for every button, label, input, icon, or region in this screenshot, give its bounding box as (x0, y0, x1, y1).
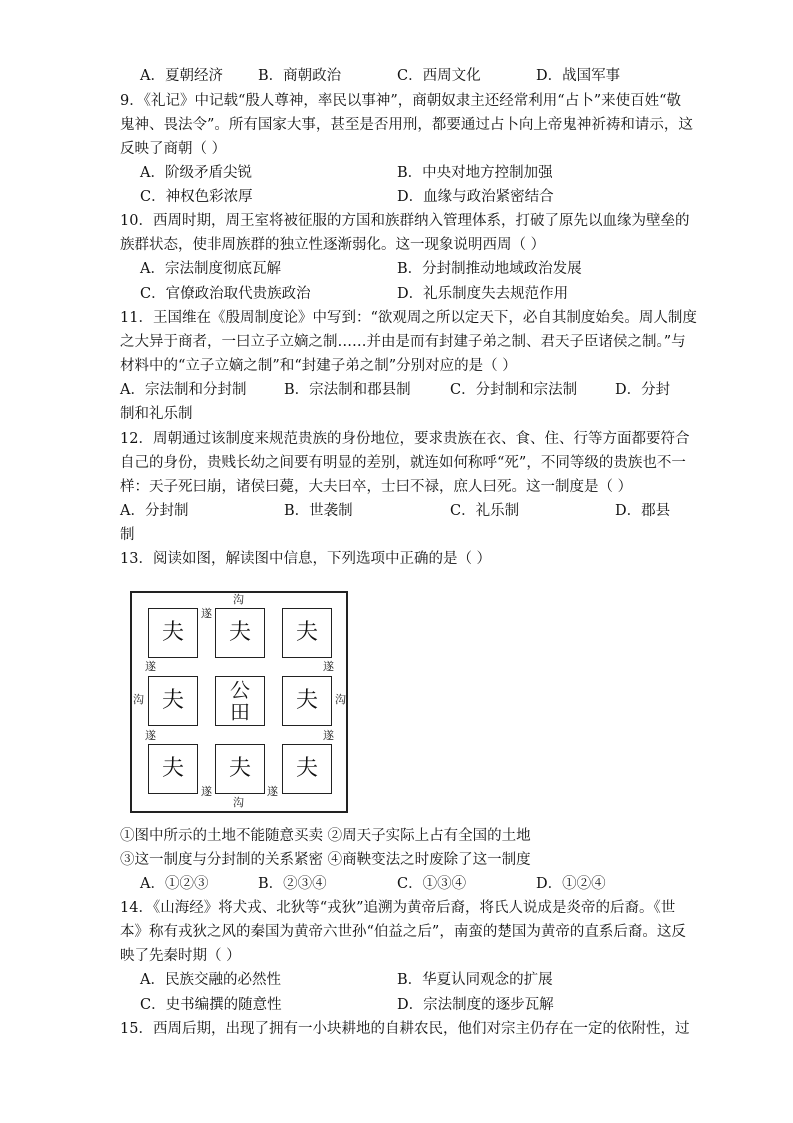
q12-option-d-wrap[interactable]: 制 (120, 527, 135, 543)
private-field-cell: 夫 (282, 744, 332, 794)
q10-option-c[interactable]: C．官僚政治取代贵族政治 (140, 286, 311, 302)
q9-option-b[interactable]: B．中央对地方控制加强 (397, 165, 553, 181)
q14-option-c[interactable]: C．史书编撰的随意性 (140, 997, 282, 1013)
q11-option-b[interactable]: B．宗法制和郡县制 (284, 382, 411, 398)
q12-stem-line-2: 自己的身份，贵贱长幼之间要有明显的差别，就连如何称呼“死”，不同等级的贵族也不一 (120, 455, 686, 471)
ditch-label-left: 沟 (133, 693, 144, 706)
q9-option-a[interactable]: A．阶级矛盾尖锐 (140, 165, 252, 181)
q14-option-b[interactable]: B．华夏认同观念的扩展 (397, 972, 553, 988)
q8-option-a[interactable]: A．夏朝经济 (140, 68, 223, 84)
q13-option-a[interactable]: A．①②③ (140, 876, 209, 892)
q10-stem-line-2: 族群状态，使非周族群的独立性逐渐弱化。这一现象说明西周（ ） (120, 237, 546, 253)
q9-option-d[interactable]: D．血缘与政治紧密结合 (397, 189, 554, 205)
q12-stem-line-3: 样：天子死曰崩，诸侯曰薨，大夫曰卒，士曰不禄，庶人曰死。这一制度是（ ） (120, 479, 633, 495)
private-field-cell: 夫 (148, 608, 198, 658)
q10-option-a[interactable]: A．宗法制度彻底瓦解 (140, 261, 281, 277)
q14-option-a[interactable]: A．民族交融的必然性 (140, 972, 281, 988)
q14-stem-line-3: 映了先秦时期（ ） (120, 948, 241, 964)
q10-stem-line-1: 10．西周时期，周王室将被征服的方国和族群纳入管理体系，打破了原先以血缘为壁垒的 (120, 213, 690, 229)
q11-option-c[interactable]: C．分封制和宗法制 (450, 382, 578, 398)
well-field-diagram (130, 591, 348, 813)
private-field-cell: 夫 (215, 744, 265, 794)
q9-option-c[interactable]: C．神权色彩浓厚 (140, 189, 253, 205)
ditch-label-right: 沟 (335, 693, 346, 706)
q13-option-c[interactable]: C．①③④ (397, 876, 467, 892)
q9-stem-line-3: 反映了商朝（ ） (120, 141, 227, 157)
private-field-cell: 夫 (148, 676, 198, 726)
q14-stem-line-2: 本》称有戎狄之风的秦国为黄帝六世孙“伯益之后”，南蛮的楚国为黄帝的直系后裔。这反 (120, 924, 686, 940)
canal-label: 遂 (201, 607, 212, 620)
q15-stem-line-1: 15．西周后期，出现了拥有一小块耕地的自耕农民，他们对宗主仍存在一定的依附性，过 (120, 1021, 690, 1037)
q14-stem-line-1: 14．《山海经》将犬戎、北狄等“戎狄”追溯为黄帝后裔，将氏人说成是炎帝的后裔。《世 (120, 900, 676, 916)
q12-option-a[interactable]: A．分封制 (120, 503, 189, 519)
q12-option-c[interactable]: C．礼乐制 (450, 503, 520, 519)
q9-stem-line-1: 9．《礼记》中记载“殷人尊神，率民以事神”，商朝奴隶主还经常利用“占卜”来使百姓“敬 (120, 93, 682, 109)
q14-option-d[interactable]: D．宗法制度的逐步瓦解 (397, 997, 554, 1013)
q8-option-b[interactable]: B．商朝政治 (258, 68, 342, 84)
public-field-char-2: 田 (230, 700, 250, 724)
q8-option-c[interactable]: C．西周文化 (397, 68, 481, 84)
q11-stem-line-2: 之大异于商者，一曰立子立嫡之制……并由是而有封建子弟之制、君天子臣诸侯之制。”与 (120, 334, 686, 350)
public-field-char-1: 公 (230, 678, 250, 702)
q12-option-b[interactable]: B．世袭制 (284, 503, 353, 519)
q9-stem-line-2: 鬼神、畏法令”。所有国家大事，甚至是否用刑，都要通过占卜向上帝鬼神祈祷和请示，这 (120, 117, 693, 133)
q11-option-a[interactable]: A．宗法制和分封制 (120, 382, 247, 398)
canal-label: 遂 (201, 785, 212, 798)
q11-option-d[interactable]: D．分封 (615, 382, 671, 398)
q10-option-b[interactable]: B．分封制推动地域政治发展 (397, 261, 582, 277)
private-field-cell: 夫 (282, 676, 332, 726)
canal-label: 遂 (267, 785, 278, 798)
q12-option-d[interactable]: D．郡县 (615, 503, 671, 519)
canal-label: 遂 (145, 729, 156, 742)
ditch-label-bottom: 沟 (233, 796, 244, 809)
q13-option-b[interactable]: B．②③④ (258, 876, 327, 892)
q11-stem-line-3: 材料中的“立子立嫡之制”和“封建子弟之制”分别对应的是（ ） (120, 358, 517, 374)
canal-label: 遂 (145, 660, 156, 673)
q13-stem: 13．阅读如图，解读图中信息，下列选项中正确的是（ ） (120, 551, 492, 567)
q13-statements-1: ①图中所示的土地不能随意买卖 ②周天子实际上占有全国的土地 (120, 828, 531, 844)
private-field-cell: 夫 (215, 608, 265, 658)
q13-statements-2: ③这一制度与分封制的关系紧密 ④商鞅变法之时废除了这一制度 (120, 852, 531, 868)
q11-stem-line-1: 11．王国维在《殷周制度论》中写到：“欲观周之所以定天下，必自其制度始矣。周人制度 (120, 310, 697, 326)
q13-option-d[interactable]: D．①②④ (536, 876, 606, 892)
public-field-cell (215, 676, 265, 726)
q8-option-d[interactable]: D．战国军事 (536, 68, 621, 84)
canal-label: 遂 (323, 660, 334, 673)
q11-option-d-wrap[interactable]: 制和礼乐制 (120, 406, 193, 422)
private-field-cell: 夫 (282, 608, 332, 658)
canal-label: 遂 (323, 729, 334, 742)
ditch-label-top: 沟 (233, 593, 244, 606)
q12-stem-line-1: 12．周朝通过该制度来规范贵族的身份地位，要求贵族在衣、食、住、行等方面都要符合 (120, 431, 690, 447)
q10-option-d[interactable]: D．礼乐制度失去规范作用 (397, 286, 569, 302)
private-field-cell: 夫 (148, 744, 198, 794)
